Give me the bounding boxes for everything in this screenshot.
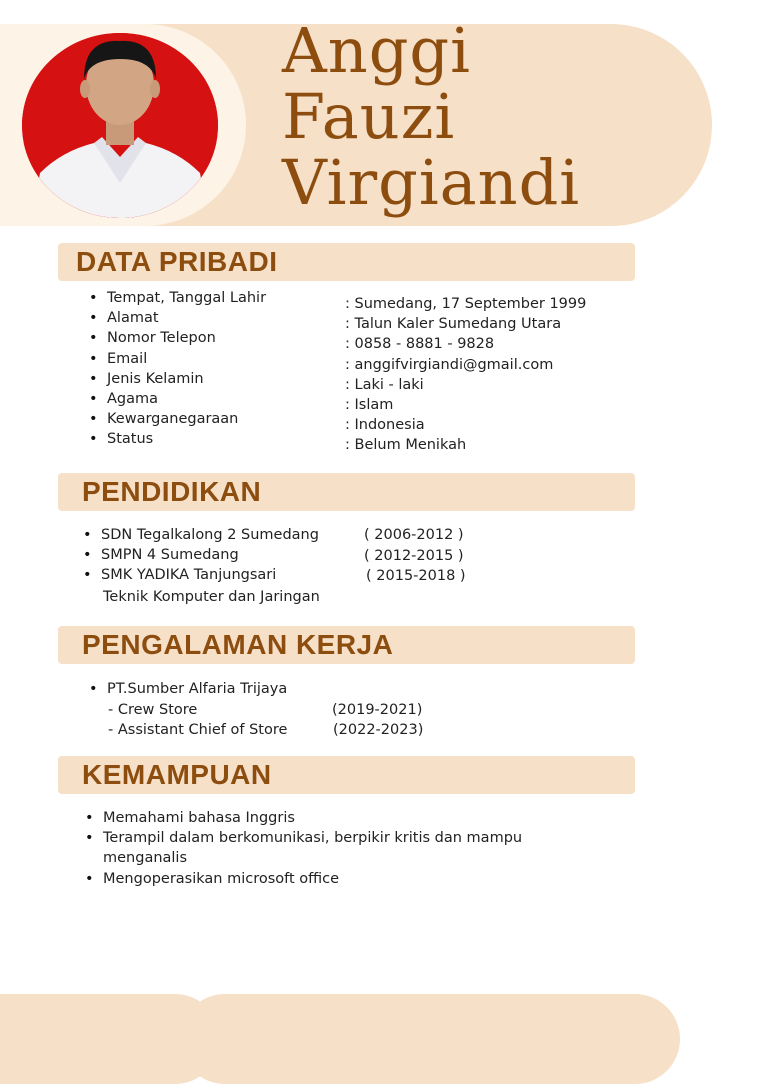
skill-item-text: Terampil dalam berkomunikasi, berpikir kritis dan mampu xyxy=(103,830,523,847)
education-item: • SDN Tegalkalong 2 Sumedang xyxy=(81,525,319,545)
education-item: • SMPN 4 Sumedang xyxy=(81,545,319,565)
experience-list xyxy=(87,679,287,699)
skill-item xyxy=(83,828,522,868)
education-major: Teknik Komputer dan Jaringan xyxy=(103,588,320,605)
education-list xyxy=(81,525,319,586)
value-telepon: : 0858 - 8881 - 9828 xyxy=(345,336,495,353)
education-item: • SMK YADIKA Tanjungsari xyxy=(81,565,319,585)
value-email: : anggifvirgiandi@gmail.com xyxy=(345,356,554,373)
label-agama: • Agama xyxy=(87,389,266,409)
experience-role: - Assistant Chief of Store xyxy=(108,722,288,738)
personal-labels-list xyxy=(87,288,266,450)
value-alamat: : Talun Kaler Sumedang Utara xyxy=(345,316,562,333)
section-title-data-pribadi: DATA PRIBADI xyxy=(76,246,278,277)
value-status: : Belum Menikah xyxy=(345,437,467,454)
label-alamat: • Alamat xyxy=(87,308,266,328)
experience-role: - Crew Store xyxy=(108,701,198,718)
label-kewarganegaraan: • Kewarganegaraan xyxy=(87,409,266,429)
experience-years: (2019-2021) xyxy=(332,701,423,718)
experience-company: • PT.Sumber Alfaria Trijaya xyxy=(87,679,287,699)
value-jenis-kelamin: : Laki - laki xyxy=(345,376,424,393)
skill-item: • Mengoperasikan microsoft office xyxy=(83,869,522,889)
name-line-middle: Fauzi xyxy=(282,80,456,153)
label-status: • Status xyxy=(87,429,266,449)
section-title-kemampuan: KEMAMPUAN xyxy=(82,759,272,790)
label-email: • Email xyxy=(87,349,266,369)
skill-item: • Memahami bahasa Inggris xyxy=(83,808,522,828)
value-agama: : Islam xyxy=(345,397,394,414)
education-years: ( 2012-2015 ) xyxy=(364,547,464,564)
person-illustration xyxy=(22,33,218,218)
profile-photo xyxy=(22,33,218,218)
personal-values-list xyxy=(345,294,586,456)
label-ttl: • Tempat, Tanggal Lahir xyxy=(87,288,266,308)
footer-decor-right xyxy=(180,994,680,1084)
experience-years: (2022-2023) xyxy=(333,722,424,738)
full-name xyxy=(282,14,581,219)
value-ttl: : Sumedang, 17 September 1999 xyxy=(345,296,587,312)
education-years: ( 2015-2018 ) xyxy=(366,568,466,584)
label-telepon: • Nomor Telepon xyxy=(87,328,266,348)
name-line-last: Virgiandi xyxy=(282,146,581,219)
section-title-pendidikan: PENDIDIKAN xyxy=(82,476,262,507)
education-years: ( 2006-2012 ) xyxy=(364,527,464,543)
value-kewarganegaraan: : Indonesia xyxy=(345,417,425,434)
skill-item-wrap: menganalis xyxy=(103,850,188,867)
name-line-first: Anggi xyxy=(282,14,471,87)
label-jenis-kelamin: • Jenis Kelamin xyxy=(87,369,266,389)
skills-list xyxy=(83,808,522,889)
section-title-pengalaman: PENGALAMAN KERJA xyxy=(82,629,394,660)
